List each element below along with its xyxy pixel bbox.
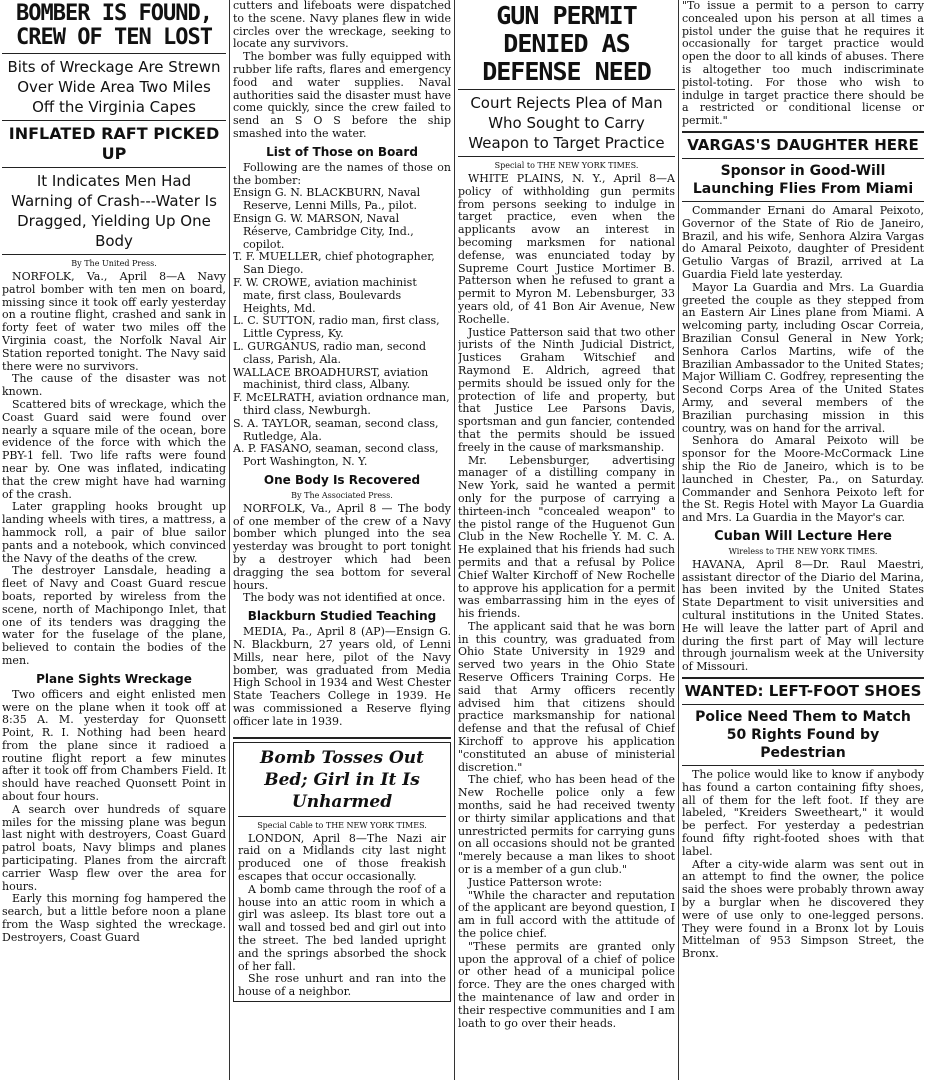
article-bomber-found: [2, 0, 226, 1080]
paragraph: The bomber was fully equipped with rubber life rafts, flares and emergency food and water supplies. Naval authorities said the disaster must have come quickly, since the crew failed to send an S O S before the ship smashed into the water.: [233, 50, 451, 140]
list-item: Ensign G. W. MARSON, Naval Réserve, Cambridge City, Ind., copilot.: [233, 211, 414, 251]
headline: BOMBER IS FOUND, CREW OF TEN LOST: [16, 1, 212, 50]
paragraph: Following are the names of those on the bomber:: [233, 160, 451, 187]
divider: [2, 254, 226, 255]
divider: [233, 737, 451, 739]
subhead: Blackburn Studied Teaching: [247, 609, 437, 624]
list-item: L. C. SUTTON, radio man, first class, Little Cypress, Ky.: [233, 314, 440, 341]
paragraph: Commander Ernani do Amaral Peixoto, Governor of the State of Rio de Janeiro, Brazil, and his wife, Senhora Alzira Vargas do Amaral Peixoto, daughter of President Getulio Vargas of Brazil, arrived at La Guardia Field late yesterday.: [682, 203, 924, 281]
headline: VARGAS'S DAUGHTER HERE: [687, 135, 919, 154]
divider: [682, 765, 924, 766]
article-bomber-continued: [233, 0, 451, 1080]
paragraph: Mayor La Guardia and Mrs. La Guardia greeted the couple as they stepped from an Eastern Air Lines plane from Miami. A welcoming party, including Oscar Correia, Brazilian Consul General in New York; Senhora Carlos Martins, wife of the Brazilian Ambassador to the United States; Major William C. Godfrey, representing the Second Corps Area of the United States Army, and several members of the Brazilian purchasing mission in this country, was on hand for the arrival.: [682, 280, 924, 435]
paragraph: LONDON, April 8—The Nazi air raid on a Midlands city last night produced one of those freakish escapes that occur occasionally.: [238, 831, 446, 884]
paragraph: NORFOLK, Va., April 8—A Navy patrol bomber with ten men on board, missing since it took off early yesterday on a routine flight, crashed and sank in forty feet of water two miles off the Virginia coast, the Norfolk Naval Air Station reported tonight. The Navy said there were no survivors.: [2, 270, 226, 373]
subhead: Cuban Will Lecture Here: [714, 528, 892, 544]
divider: [682, 158, 924, 159]
paragraph: MEDIA, Pa., April 8 (AP)—Ensign G. N. Blackburn, 27 years old, of Lenni Mills, near here, pilot of the Navy bomber, was graduated from Media High School in 1934 and West Chester State Teachers College in 1939. He was commissioned a Reserve flying officer late in 1939.: [233, 625, 451, 728]
paragraph: She rose unhurt and ran into the house of a neighbor.: [238, 972, 446, 999]
divider: [2, 120, 226, 121]
headline: WANTED: LEFT-FOOT SHOES: [684, 682, 922, 701]
paragraph: Justice Patterson said that two other jurists of the Ninth Judicial District, Justices Graham Witschief and Raymond E. Aldrich, agreed that permits should be issued only for the protection of life and property, but that Justice Lee Parsons Davis, sportsman and gun fancier, contended that the permits should be issued freely in the cause of marksmanship.: [458, 325, 675, 454]
paragraph: The destroyer Lansdale, heading a fleet of Navy and Coast Guard rescue boats, reported by wireless from the scene, north of Machipongo Inlet, that one of its tenders was dragging the water for the fuselage of the plane, believed to contain the bodies of the men.: [2, 564, 226, 667]
list-item: WALLACE BROADHURST, aviation machinist, third class, Albany.: [233, 365, 429, 392]
paragraph: Later grappling hooks brought up landing wheels with tires, a mattress, a hammock roll, a pair of blue sailor pants and a notebook, which convinced the Navy of the deaths of the crew.: [2, 500, 226, 565]
headline: GUN PERMIT DENIED AS DEFENSE NEED: [482, 1, 651, 86]
paragraph: HAVANA, April 8—Dr. Raul Maestri, assistant director of the Diario del Marina, has been invited by the United States State Department to visit universities and cultural institutions in the United States. He will leave the latter part of April and during the first part of May will lecture through journalism week at the University of Missouri.: [682, 557, 924, 674]
divider: [682, 131, 924, 133]
paragraph: Senhora do Amaral Peixoto will be sponsor for the Moore-McCormack Line ship the Rio de Janeiro, which is to be launched in Chester, Pa., on Saturday. Commander and Senhora Peixoto left for the St. Regis Hotel with Mayor La Guardia and Mrs. La Guardia in the Mayor's car.: [682, 434, 924, 525]
paragraph: "While the character and reputation of the applicant are beyond question, I am in full accord with the attitude of the police chief.: [458, 888, 675, 941]
paragraph: "To issue a permit to a person to carry concealed upon his person at all times a pistol under the guise that he requires it occasionally for target practice would open the door to all kinds of abuses. There is altogether too much indiscriminate pistol-toting. For those who wish to indulge in target practice there should be a restricted or conditional license or permit.": [682, 0, 924, 128]
paragraph: A search over hundreds of square miles for the missing plane was begun last night with destroyers, Coast Guard patrol boats, Navy blimps and planes participating. Planes from the aircraft carrier Wasp flew over the area for hours.: [2, 802, 226, 893]
paragraph: NORFOLK, Va., April 8 — The body of one member of the crew of a Navy bomber which plunged into the sea yesterday was brought to port tonight by a destroyer which had been dragging the sea bottom for several hours.: [233, 501, 451, 592]
subhead: One Body Is Recovered: [263, 472, 421, 487]
paragraph: The police would like to know if anybody has found a carton containing fifty shoes, all of them for the left foot. If they are labeled, "Kreiders Sweetheart," it would be perfect. For yesterday a pedestrian found fifty right-footed shoes with that label.: [682, 768, 924, 858]
list-item: L. GURGANUS, radio man, second class, Parish, Ala.: [233, 339, 427, 366]
byline: Wireless to THE NEW YORK TIMES.: [728, 546, 878, 556]
paragraph: The chief, who has been head of the New Rochelle police only a few months, said he had received twenty or thirty similar applications and that unrestricted permits for carrying guns on all occasions should not be granted "merely because a man likes to shoot or is a member of a gun club.": [458, 773, 675, 877]
paragraph: After a city-wide alarm was sent out in an attempt to find the owner, the police said the shoes were probably thrown away by a burglar when he discovered they were of use only to one-legged persons. They were found in a Bronx lot by Louis Mittelman of 953 Simpson Street, the Bronx.: [682, 857, 924, 961]
paragraph: Scattered bits of wreckage, which the Coast Guard said were found over nearly a square mile of the ocean, bore evidence of the force with which the PBY-1 fell. Two life rafts were found near by. One was inflated, indicating that the crew might have had warning of the crash.: [2, 397, 226, 501]
column-rule: [678, 0, 679, 1080]
byline: By The United Press.: [71, 259, 157, 268]
article-bomb-tosses-bed: [233, 742, 451, 1002]
deck: It Indicates Men Had Warning of Crash---Water Is Dragged, Yielding Up One Body: [11, 172, 217, 250]
divider: [2, 167, 226, 168]
list-item: F. W. CROWE, aviation machinist mate, first class, Boulevards Heights, Md.: [233, 275, 417, 315]
deck: Police Need Them to Match 50 Rights Found by Pedestrian: [695, 709, 911, 762]
deck: Court Rejects Plea of Man Who Sought to Carry Weapon to Target Practice: [468, 94, 665, 152]
divider: [2, 53, 226, 54]
paragraph: Two officers and eight enlisted men were on the plane when it took off at 8:35 A. M. yesterday for Quonsett Point, R. I. Nothing had been heard from the plane since it radioed a routine flight report a few minutes after it took off from Chambers Field. It should have reached Quonsett Point in about four hours.: [2, 687, 226, 804]
divider: [238, 816, 446, 817]
paragraph: cutters and lifeboats were dispatched to the scene. Navy planes flew in wide circles over the wreckage, seeking to locate any survivors.: [233, 0, 451, 51]
list-item: A. P. FASANO, seaman, second class, Port Washington, N. Y.: [233, 442, 439, 469]
divider: [682, 704, 924, 705]
divider: [458, 89, 675, 90]
paragraph: The applicant said that he was born in this country, was graduated from Ohio State University in 1929 and served two years in the Ohio State Reserve Officers Training Corps. He said that Army officers recently advised him that citizens should practice marksmanship for national defense and that the refusal of Chief Kirchoff to approve his application "constituted an abuse of ministerial discretion.": [458, 619, 675, 774]
subhead: Plane Sights Wreckage: [36, 671, 192, 686]
divider: [682, 201, 924, 202]
paragraph: Mr. Lebensburger, advertising manager of a distilling company in New York, said he wanted a permit only for the purpose of carrying a thirteen-inch "concealed weapon" to the pistol range of the Huguenot Gun Club in the New Rochelle Y. M. C. A. He explained that his friends had such permits and that a refusal by Police Chief Walter Kirchoff of New Rochelle to approve his application for a permit was embarrassing him in the eyes of his friends.: [458, 453, 675, 621]
paragraph: Justice Patterson wrote:: [468, 875, 603, 889]
deck-caps: INFLATED RAFT PICKED UP: [8, 124, 220, 163]
paragraph: "These permits are granted only upon the approval of a chief of police or other head of a municipal police force. They are the ones charged with the maintenance of law and order in their respective communities and I am loath to go over their heads.: [458, 939, 675, 1030]
column-rule: [229, 0, 230, 1080]
paragraph: WHITE PLAINS, N. Y., April 8—A policy of withholding gun permits from persons seeking to indulge in target practice, even when the applicants avow an interest in becoming marksmen for national defense, was enunciated today by Supreme Court Justice Mortimer B. Patterson when he refused to grant a permit to Myron M. Lebensburger, 33 years old, of 41 Bon Air Avenue, New Rochelle.: [458, 172, 675, 326]
byline: Special to THE NEW YORK TIMES.: [494, 161, 639, 170]
divider: [458, 156, 675, 157]
paragraph: The body was not identified at once.: [243, 591, 446, 605]
paragraph: A bomb came through the roof of a house into an attic room in which a girl was asleep. Its blast tore out a wall and tossed bed and girl out into the street. The bed landed upright and the springs absorbed the shock of her fall.: [238, 882, 446, 973]
list-item: F. McELRATH, aviation ordnance man, third class, Newburgh.: [233, 391, 450, 417]
list-item: S. A. TAYLOR, seaman, second class, Rutledge, Ala.: [233, 416, 439, 443]
subhead: List of Those on Board: [266, 144, 418, 159]
paragraph: Early this morning fog hampered the search, but a little before noon a plane from the Wasp sighted the wreckage. Destroyers, Coast Guard: [2, 892, 226, 944]
column-rule: [454, 0, 455, 1080]
paragraph: The cause of the disaster was not known.: [2, 372, 226, 399]
deck: Sponsor in Good-Will Launching Flies From Miami: [692, 162, 914, 197]
list-item: T. F. MUELLER, chief photographer, San Diego.: [233, 250, 435, 277]
headline: Bomb Tosses Out Bed; Girl in It Is Unharmed: [259, 747, 424, 812]
column-four: [682, 0, 924, 1080]
deck: Bits of Wreckage Are Strewn Over Wide Area Two Miles Off the Virginia Capes: [7, 58, 221, 116]
divider: [682, 677, 924, 679]
list-item: Ensign G. N. BLACKBURN, Naval Reserve, Lenni Mills, Pa., pilot.: [233, 186, 421, 213]
byline: Special Cable to THE NEW YORK TIMES.: [257, 820, 427, 830]
article-gun-permit: [458, 0, 675, 1080]
byline: By The Associated Press.: [291, 490, 393, 500]
